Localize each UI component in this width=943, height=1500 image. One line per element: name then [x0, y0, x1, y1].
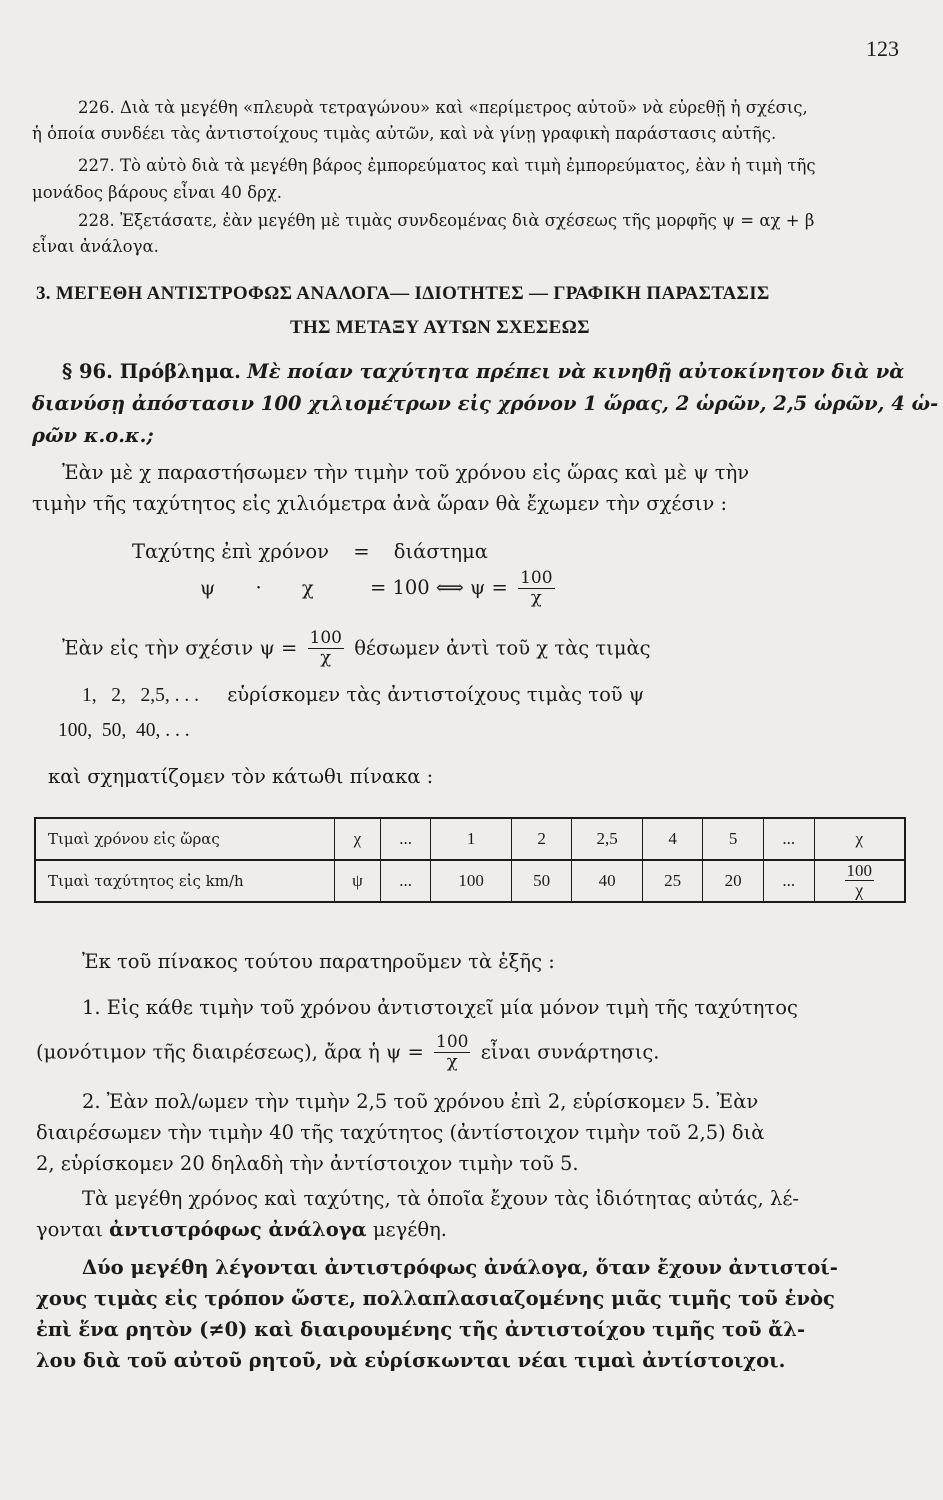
point-1-start: (μονότιμον τῆς διαιρέσεως), ἄρα ἡ ψ =: [36, 1040, 424, 1064]
definition-line3: ἐπὶ ἕνα ρητὸν (≠0) καὶ διαιρουμένης τῆς ἀντιστοίχου τιμῆς τοῦ ἄλ-: [36, 1318, 806, 1341]
fraction-denominator: χ: [855, 879, 864, 900]
paragraph-6-line1: Τὰ μεγέθη χρόνος καὶ ταχύτης, τὰ ὁποῖα ἔχουν τὰς ἰδιότητας αὐτάς, λέ-: [82, 1187, 800, 1210]
paragraph-2-start: Ἐὰν εἰς τὴν σχέσιν ψ =: [62, 636, 298, 660]
fraction-100-over-x-point: [434, 1034, 470, 1072]
equation-2-dot: ·: [255, 576, 262, 600]
fraction-numerator: 100: [846, 861, 873, 881]
point-1-line2: [36, 1034, 660, 1072]
table-cell: 2: [511, 818, 572, 860]
fraction-100-over-x-table: [845, 862, 875, 900]
table-cell: ...: [380, 860, 431, 902]
equation-1-equals: =: [353, 540, 370, 563]
exercise-226-line2: ἡ ὁποία συνδέει τὰς ἀντιστοίχους τιμὰς αὐτῶν, καὶ νὰ γίνῃ γραφικὴ παράστασις αὐτῆς.: [32, 124, 777, 143]
paragraph-6-line2: [36, 1218, 447, 1241]
page-number: 123: [866, 36, 899, 61]
equation-2-x: χ: [301, 576, 314, 600]
problem-statement-line2: διανύσῃ ἀπόστασιν 100 χιλιομέτρων εἰς χρόνον 1 ὥρας, 2 ὡρῶν, 2,5 ὡρῶν, 4 ὡ-: [32, 392, 939, 415]
table-cell: ...: [763, 818, 814, 860]
equation-2: [200, 570, 559, 608]
paragraph-6-start: γονται: [36, 1218, 103, 1241]
definition-line2: χους τιμὰς εἰς τρόπον ὥστε, πολλαπλασιαζομένης μιᾶς τιμῆς τοῦ ἑνὸς: [36, 1287, 835, 1310]
fraction-numerator: 100: [436, 1032, 469, 1052]
fraction-denominator: χ: [320, 646, 332, 668]
table-cell: 100: [431, 860, 511, 902]
definition-line4: λου διὰ τοῦ αὐτοῦ ρητοῦ, νὰ εὑρίσκωνται νέαι τιμαὶ ἀντίστοιχοι.: [36, 1349, 786, 1372]
fraction-denominator: χ: [446, 1050, 458, 1072]
paragraph-1-line1: Ἐὰν μὲ χ παραστήσωμεν τὴν τιμὴν τοῦ χρόνου εἰς ὥρας καὶ μὲ ψ τὴν: [62, 461, 750, 484]
problem-label: § 96. Πρόβλημα.: [62, 360, 241, 383]
exercise-227-line1: 227. Τὸ αὐτὸ διὰ τὰ μεγέθη βάρος ἐμπορεύματος καὶ τιμὴ ἐμπορεύματος, ἐὰν ἡ τιμὴ τῆς: [78, 156, 816, 175]
exercise-228-line2: εἶναι ἀνάλογα.: [32, 237, 159, 256]
paragraph-2: [62, 630, 651, 668]
point-1-line1: 1. Εἰς κάθε τιμὴν τοῦ χρόνου ἀντιστοιχεῖ μία μόνον τιμὴ τῆς ταχύτητος: [82, 996, 798, 1019]
section-heading-line2: ΤΗΣ ΜΕΤΑΞΥ ΑΥΤΩΝ ΣΧΕΣΕΩΣ: [290, 317, 590, 338]
definition-line1: Δύο μεγέθη λέγονται ἀντιστρόφως ἀνάλογα, ὅταν ἔχουν ἀντιστοί-: [82, 1256, 838, 1279]
table-cell: 20: [703, 860, 764, 902]
time-values: 1, 2, 2,5, . . .: [82, 685, 199, 706]
table-cell: ...: [763, 860, 814, 902]
equation-1: [132, 540, 488, 563]
table-row-header-time: Τιμαὶ χρόνου εἰς ὥρας: [35, 818, 335, 860]
table-cell: 5: [703, 818, 764, 860]
speed-values: 100, 50, 40, . . .: [58, 720, 190, 741]
table-cell: χ: [814, 818, 905, 860]
paragraph-6-end: μεγέθη.: [372, 1218, 447, 1241]
problem-statement-line3: ρῶν κ.ο.κ.;: [32, 424, 154, 447]
point-2-line3: 2, εὑρίσκομεν 20 δηλαδὴ τὴν ἀντίστοιχον τιμὴν τοῦ 5.: [36, 1152, 579, 1175]
exercise-227-line2: μονάδος βάρους εἶναι 40 δρχ.: [32, 183, 283, 202]
problem-statement-line1: [62, 360, 904, 383]
table-row-header-speed: Τιμαὶ ταχύτητος εἰς km/h: [35, 860, 335, 902]
table-cell: 2,5: [572, 818, 642, 860]
table-cell: 50: [511, 860, 572, 902]
table-cell: 25: [642, 860, 703, 902]
table-cell: 4: [642, 818, 703, 860]
table-row-time: [35, 818, 905, 860]
term-inversely-proportional: ἀντιστρόφως ἀνάλογα: [109, 1218, 367, 1241]
time-speed-table: [34, 817, 906, 903]
table-cell-fraction: [814, 860, 905, 902]
equation-2-psi: ψ: [200, 576, 216, 600]
section-heading-line1: 3. ΜΕΓΕΘΗ ΑΝΤΙΣΤΡΟΦΩΣ ΑΝΑΛΟΓΑ— ΙΔΙΟΤΗΤΕΣ — ΓΡΑΦΙΚΗ ΠΑΡΑΣΤΑΣΙΣ: [36, 283, 770, 304]
paragraph-2-end: θέσωμεν ἀντὶ τοῦ χ τὰς τιμὰς: [354, 636, 651, 660]
fraction-100-over-x-inline: [308, 630, 344, 668]
paragraph-5: καὶ σχηματίζομεν τὸν κάτωθι πίνακα :: [48, 765, 434, 788]
fraction-100-over-x: [518, 570, 554, 608]
table-cell: χ: [335, 818, 381, 860]
equation-1-right: διάστημα: [393, 540, 488, 563]
table-cell: 40: [572, 860, 642, 902]
point-2-line1: 2. Ἐὰν πολ/ωμεν τὴν τιμὴν 2,5 τοῦ χρόνου ἐπὶ 2, εὑρίσκομεν 5. Ἐὰν: [82, 1090, 759, 1113]
observations-intro: Ἐκ τοῦ πίνακος τούτου παρατηροῦμεν τὰ ἑξῆς :: [82, 950, 555, 973]
exercise-226-line1: 226. Διὰ τὰ μεγέθη «πλευρὰ τετραγώνου» καὶ «περίμετρος αὐτοῦ» νὰ εὑρεθῇ ἡ σχέσις,: [78, 98, 808, 117]
fraction-numerator: 100: [309, 628, 342, 648]
paragraph-3-text: εὑρίσκομεν τὰς ἀντιστοίχους τιμὰς τοῦ ψ: [227, 683, 645, 706]
problem-text: Μὲ ποίαν ταχύτητα πρέπει νὰ κινηθῇ αὐτοκίνητον διὰ νὰ: [247, 360, 905, 383]
table-row-speed: [35, 860, 905, 902]
exercise-228-line1: 228. Ἐξετάσατε, ἐὰν μεγέθη μὲ τιμὰς συνδεομένας διὰ σχέσεως τῆς μορφῆς ψ = αχ + β: [78, 211, 815, 230]
paragraph-1-line2: τιμὴν τῆς ταχύτητος εἰς χιλιόμετρα ἀνὰ ὥραν θὰ ἔχωμεν τὴν σχέσιν :: [32, 492, 728, 515]
equation-2-middle: = 100 ⟺ ψ =: [369, 576, 508, 600]
paragraph-3: [82, 683, 644, 707]
point-2-line2: διαιρέσωμεν τὴν τιμὴν 40 τῆς ταχύτητος (ἀντίστοιχον τιμὴν τοῦ 2,5) διὰ: [36, 1121, 765, 1144]
table-cell: ...: [380, 818, 431, 860]
equation-1-left: Ταχύτης ἐπὶ χρόνον: [132, 540, 330, 563]
fraction-denominator: χ: [530, 586, 542, 608]
table-cell: 1: [431, 818, 511, 860]
fraction-numerator: 100: [520, 568, 553, 588]
point-1-end: εἶναι συνάρτησις.: [480, 1040, 660, 1064]
table-cell: ψ: [335, 860, 381, 902]
